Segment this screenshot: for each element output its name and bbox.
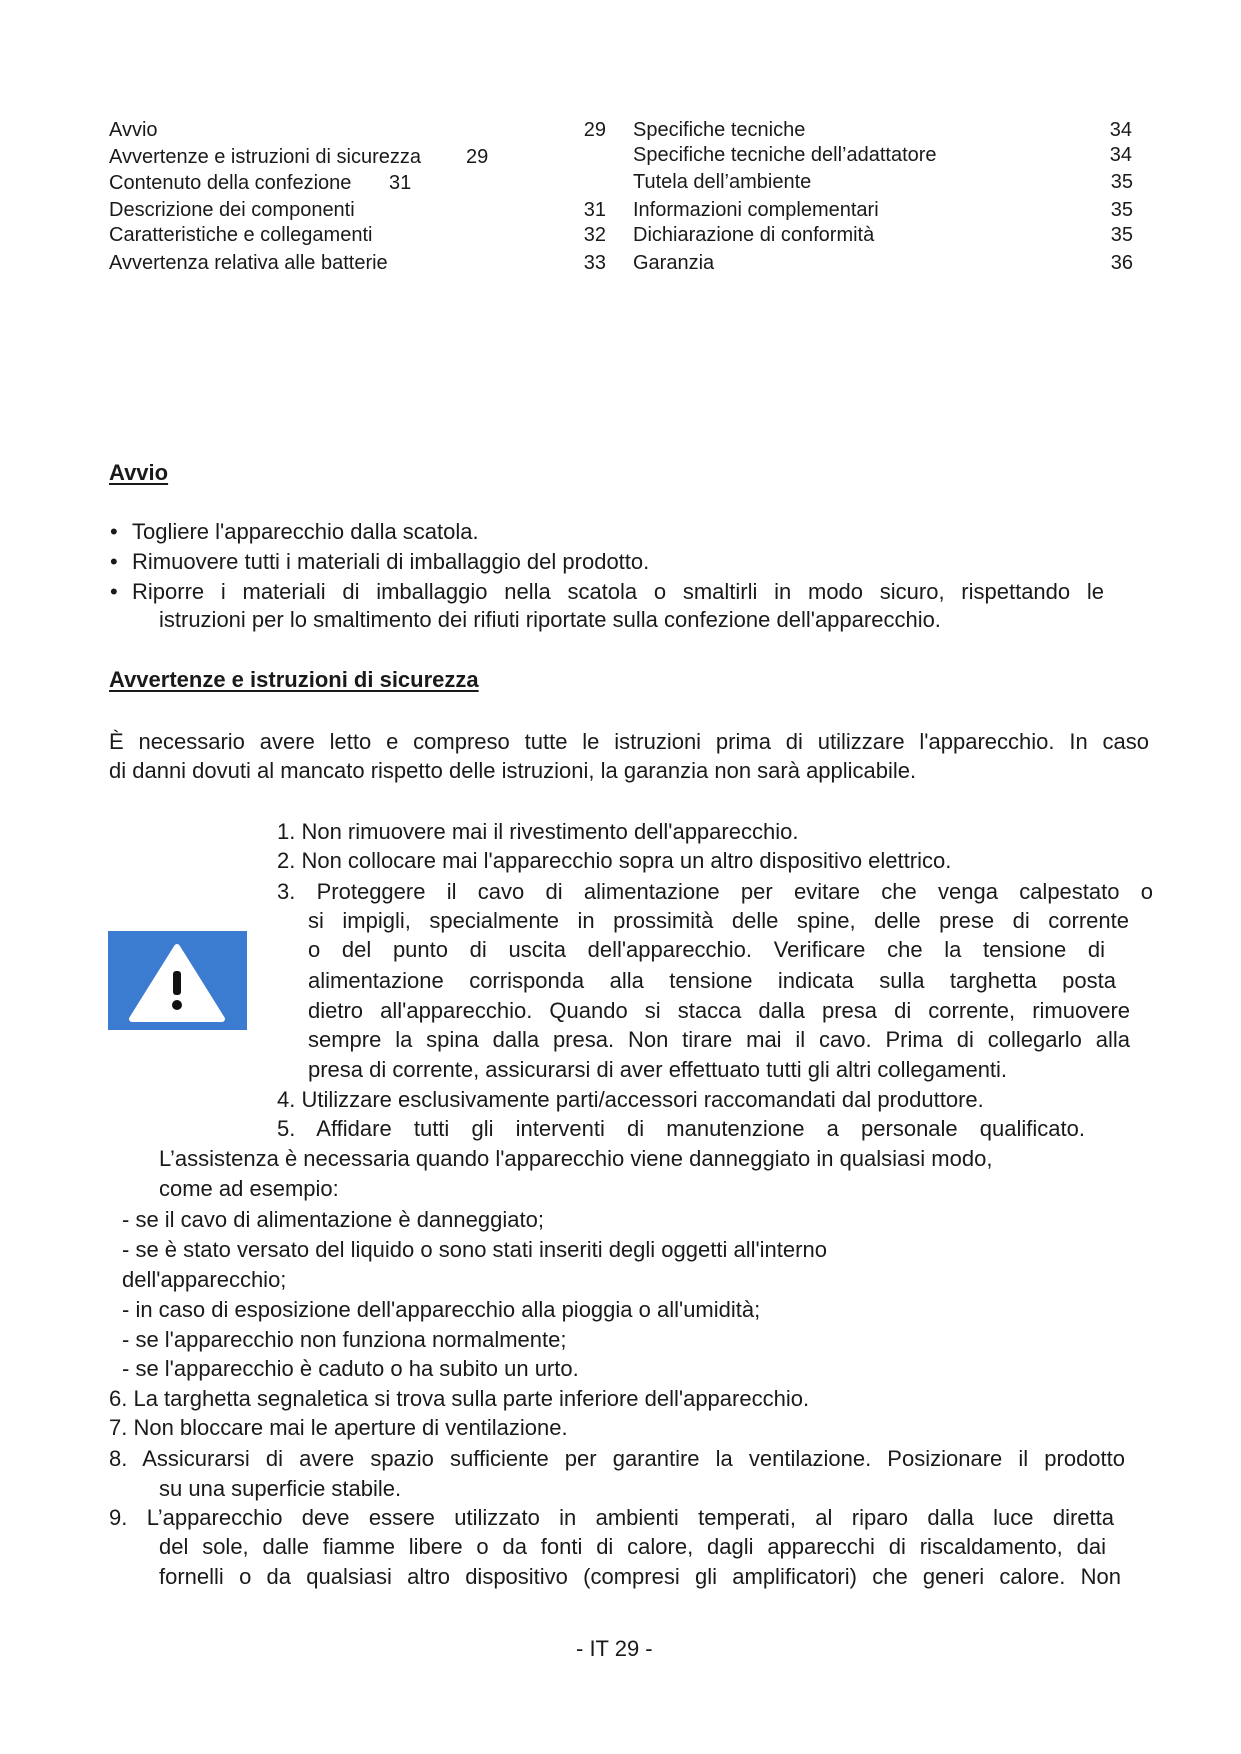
- safety-item: 1. Non rimuovere mai il rivestimento dell'apparecchio.: [277, 819, 799, 844]
- toc-right-page-1: 34: [1109, 144, 1132, 166]
- safety-item: 8. Assicurarsi di avere spazio sufficiente per garantire la ventilazione. Posizionare il prodotto: [109, 1446, 1125, 1471]
- list-item: • Togliere l'apparecchio dalla scatola.: [132, 517, 479, 546]
- safety-item-continuation: L’assistenza è necessaria quando l'apparecchio viene danneggiato in qualsiasi modo,: [159, 1146, 993, 1171]
- toc-right-page-3: 35: [1110, 199, 1133, 221]
- safety-item: 5. Affidare tutti gli interventi di manutenzione a personale qualificato.: [277, 1116, 1085, 1141]
- safety-item: 9. L’apparecchio deve essere utilizzato in ambienti temperati, al riparo dalla luce diretta: [109, 1505, 1114, 1530]
- safety-item-continuation: o del punto di uscita dell'apparecchio. Verificare che la tensione di: [308, 937, 1105, 962]
- toc-left-page-4: 32: [583, 224, 606, 246]
- toc-left-page-0: 29: [583, 119, 606, 141]
- safety-item-continuation: su una superficie stabile.: [159, 1476, 402, 1501]
- safety-item-continuation: si impigli, specialmente in prossimità delle spine, delle prese di corrente: [308, 908, 1129, 933]
- safety-item-continuation: dietro all'apparecchio. Quando si stacca dalla presa di corrente, rimuovere: [308, 998, 1130, 1023]
- toc-left-page-3: 31: [583, 199, 606, 221]
- toc-right-title-0[interactable]: Specifiche tecniche: [633, 119, 806, 141]
- safety-item: 7. Non bloccare mai le aperture di ventilazione.: [109, 1415, 568, 1440]
- safety-intro-line: È necessario avere letto e compreso tutte le istruzioni prima di utilizzare l'apparecchio. In caso: [109, 729, 1149, 754]
- safety-item-continuation: fornelli o da qualsiasi altro dispositivo (compresi gli amplificatori) che generi calore. Non: [159, 1564, 1121, 1589]
- toc-left-title-1[interactable]: Avvertenze e istruzioni di sicurezza: [109, 146, 421, 168]
- safety-sub-item: - se il cavo di alimentazione è danneggiato;: [122, 1207, 544, 1232]
- safety-item-continuation: del sole, dalle fiamme libere o da fonti di calore, dagli apparecchi di riscaldamento, dai: [159, 1534, 1106, 1559]
- toc-left-page-5: 33: [583, 252, 606, 274]
- list-item-continuation: istruzioni per lo smaltimento dei rifiuti riportate sulla confezione dell'apparecchio.: [159, 607, 941, 632]
- toc-left-page-1: 29: [466, 146, 489, 168]
- safety-sub-item: - se è stato versato del liquido o sono stati inseriti degli oggetti all'interno: [122, 1237, 827, 1262]
- list-item: • Rimuovere tutti i materiali di imballaggio del prodotto.: [132, 547, 649, 576]
- list-item: • Riporre i materiali di imballaggio nella scatola o smaltirli in modo sicuro, rispettando le: [132, 577, 1104, 606]
- toc-left-page-2: 31: [389, 172, 412, 194]
- safety-item-continuation: alimentazione corrisponda alla tensione indicata sulla targhetta posta: [308, 968, 1116, 993]
- toc-right-title-4[interactable]: Dichiarazione di conformità: [633, 224, 875, 246]
- toc-left-title-4[interactable]: Caratteristiche e collegamenti: [109, 224, 373, 246]
- safety-sub-item: - se l'apparecchio è caduto o ha subito un urto.: [122, 1356, 579, 1381]
- safety-sub-item-continuation: dell'apparecchio;: [122, 1267, 287, 1292]
- page-number: - IT 29 -: [576, 1636, 653, 1661]
- safety-item-continuation: presa di corrente, assicurarsi di aver effettuato tutti gli altri collegamenti.: [308, 1057, 1008, 1082]
- toc-left-title-5[interactable]: Avvertenza relativa alle batterie: [109, 252, 388, 274]
- toc-right-title-1[interactable]: Specifiche tecniche dell’adattatore: [633, 144, 937, 166]
- toc-right-page-4: 35: [1110, 224, 1133, 246]
- safety-sub-item: - in caso di esposizione dell'apparecchio alla pioggia o all'umidità;: [122, 1297, 761, 1322]
- toc-left-title-0[interactable]: Avvio: [109, 119, 158, 141]
- safety-sub-item: - se l'apparecchio non funziona normalmente;: [122, 1327, 567, 1352]
- safety-item-continuation: sempre la spina dalla presa. Non tirare mai il cavo. Prima di collegarlo alla: [308, 1027, 1130, 1052]
- safety-item: 3. Proteggere il cavo di alimentazione per evitare che venga calpestato o: [277, 879, 1153, 904]
- toc-right-title-5[interactable]: Garanzia: [633, 252, 715, 274]
- safety-item-continuation: come ad esempio:: [159, 1176, 339, 1201]
- toc-right-title-2[interactable]: Tutela dell’ambiente: [633, 171, 812, 193]
- toc-right-page-2: 35: [1110, 171, 1133, 193]
- toc-right-page-0: 34: [1109, 119, 1132, 141]
- safety-intro-line: di danni dovuti al mancato rispetto delle istruzioni, la garanzia non sarà applicabile.: [109, 758, 917, 783]
- safety-item: 2. Non collocare mai l'apparecchio sopra un altro dispositivo elettrico.: [277, 848, 952, 873]
- toc-right-title-3[interactable]: Informazioni complementari: [633, 199, 879, 221]
- section-heading-safety: Avvertenze e istruzioni di sicurezza: [109, 667, 479, 692]
- toc-right-page-5: 36: [1110, 252, 1133, 274]
- section-heading-avvio: Avvio: [109, 460, 169, 485]
- warning-triangle-icon: [108, 931, 247, 1030]
- toc-left-title-2[interactable]: Contenuto della confezione: [109, 172, 352, 194]
- toc-left-title-3[interactable]: Descrizione dei componenti: [109, 199, 355, 221]
- safety-item: 6. La targhetta segnaletica si trova sulla parte inferiore dell'apparecchio.: [109, 1386, 810, 1411]
- safety-item: 4. Utilizzare esclusivamente parti/accessori raccomandati dal produttore.: [277, 1087, 984, 1112]
